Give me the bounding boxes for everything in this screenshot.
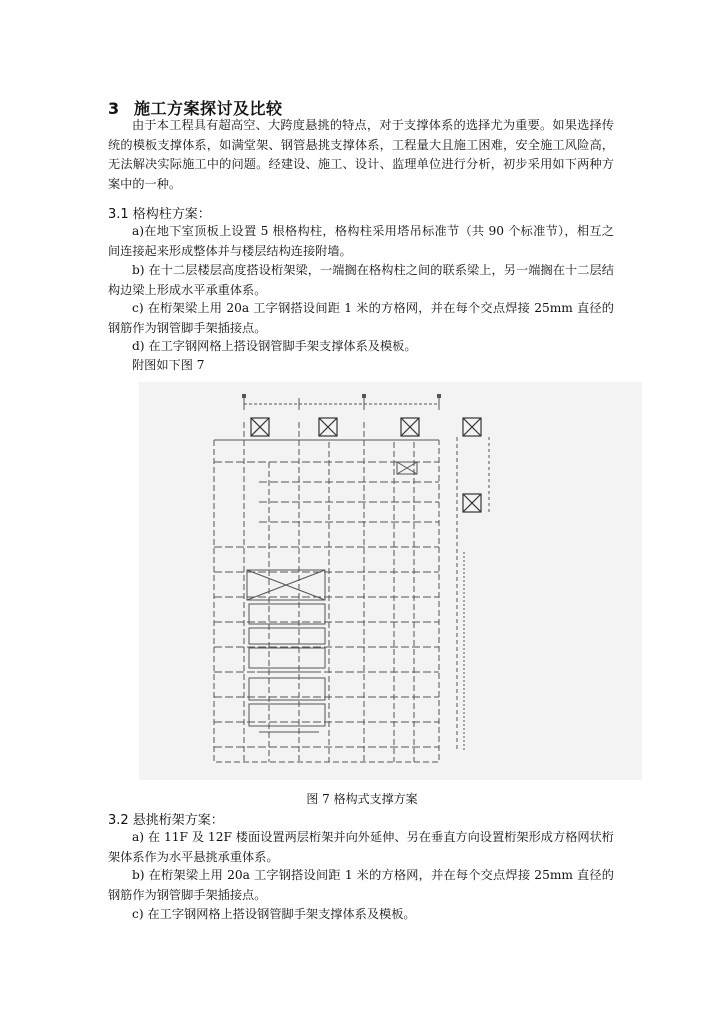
subsection-3-1-title: 3.1 格构柱方案：	[108, 207, 211, 222]
subsection-3-2-title: 3.2 悬挑桁架方案：	[108, 813, 224, 828]
section-number: 3	[108, 99, 120, 118]
figure-reference: 附图如下图 7	[132, 358, 205, 372]
intro-paragraph: 由于本工程具有超高空、大跨度悬挑的特点，对于支撑体系的选择尤为重要。如果选择传统的模板支撑体系，如满堂架、钢管悬挑支撑体系，工程量大且施工困难，安全施工风险高，无法解决实际施工中的问题。经建设、施工、设计、监理单位进行分析，初步采用如下两种方案中的一种。	[108, 118, 614, 191]
item-3-1-a: a)在地下室顶板上设置 5 根格构柱，格构柱采用塔吊标准节（共 90 个标准节），相互之间连接起来形成整体并与楼层结构连接附墙。	[108, 224, 614, 258]
structural-drawing-figure	[139, 382, 642, 780]
figure-caption: 图 7 格构式支撑方案	[306, 792, 418, 806]
item-3-2-a: a) 在 11F 及 12F 楼面设置两层桁架并向外延伸、另在垂直方向设置桁架形成方格网状桁架体系作为水平悬挑承重体系。	[108, 830, 614, 864]
item-3-2-b: b) 在桁架梁上用 20a 工字钢搭设间距 1 米的方格网，并在每个交点焊接 25mm 直径的钢筋作为钢管脚手架插接点。	[108, 868, 614, 902]
section-title: 施工方案探讨及比较	[134, 99, 283, 118]
lattice-column-plan-drawing	[139, 382, 642, 780]
item-3-2-c: c) 在工字钢网格上搭设钢管脚手架支撑体系及模板。	[132, 907, 416, 921]
item-3-1-b: b) 在十二层楼层高度搭设桁架梁，一端搁在格构柱之间的联系梁上，另一端搁在十二层结构边梁上形成水平承重体系。	[108, 263, 614, 297]
item-3-1-d: d) 在工字钢网格上搭设钢管脚手架支撑体系及模板。	[132, 339, 417, 353]
item-3-1-c: c) 在桁架梁上用 20a 工字钢搭设间距 1 米的方格网，并在每个交点焊接 25mm 直径的钢筋作为钢管脚手架插接点。	[108, 301, 614, 335]
